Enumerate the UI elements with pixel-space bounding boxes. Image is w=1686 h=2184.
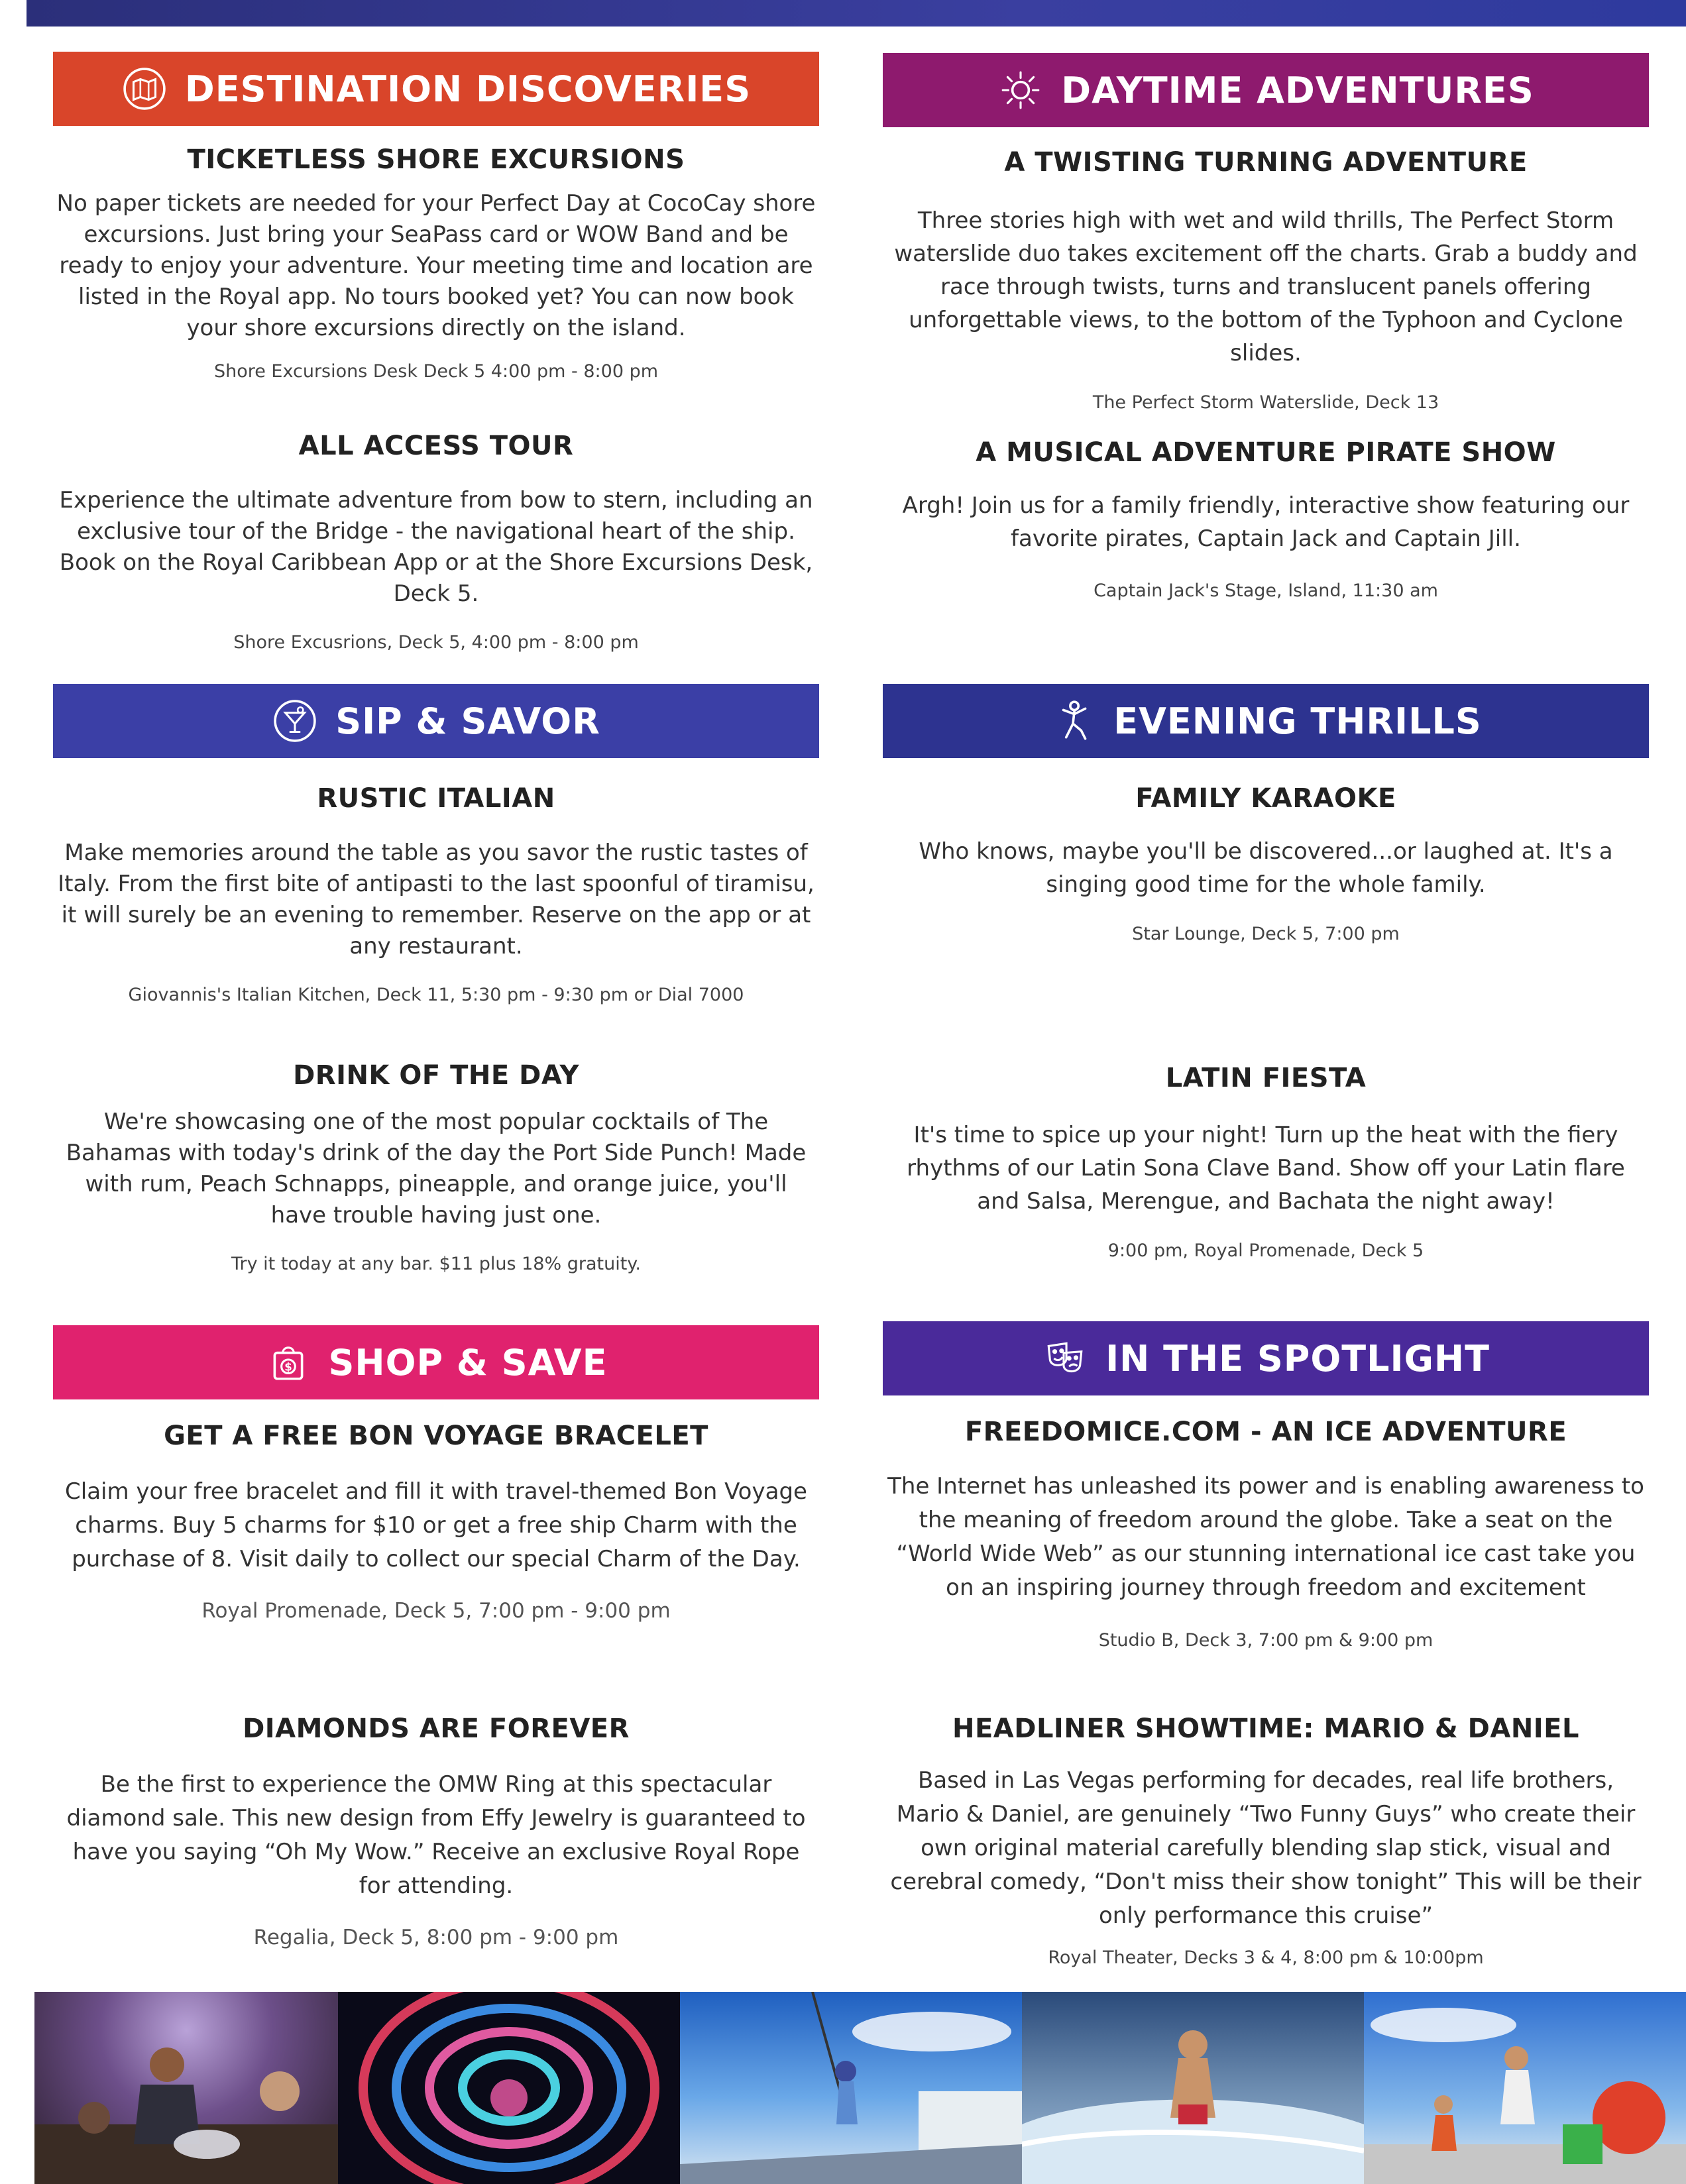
event-heading: ALL ACCESS TOUR — [298, 431, 574, 461]
section-title: IN THE SPOTLIGHT — [1105, 1337, 1490, 1380]
event-location-time: Royal Promenade, Deck 5, 7:00 pm - 9:00 pm — [201, 1599, 671, 1623]
event-description: We're showcasing one of the most popular cocktails of The Bahamas with today's drink of the day the Port Side Punch! Made with rum, Peach Schnapps, pineapple, and orange juice, you'll have trouble having just one. — [66, 1109, 807, 1228]
event-twisting-turning-adventure — [883, 147, 1649, 413]
event-heading: DIAMONDS ARE FOREVER — [243, 1714, 630, 1744]
event-description: Argh! Join us for a family friendly, interactive show featuring our favorite pirates, Captain Jack and Captain Jill. — [902, 492, 1630, 552]
event-heading: RUSTIC ITALIAN — [317, 783, 555, 814]
event-all-access-tour — [53, 431, 819, 653]
event-drink-of-the-day — [53, 1060, 819, 1274]
banner-sip-and-savor — [53, 684, 819, 758]
event-heading: HEADLINER SHOWTIME: MARIO & DANIEL — [952, 1714, 1579, 1744]
event-location-time: Shore Excursions Desk Deck 5 4:00 pm - 8:00 pm — [213, 361, 659, 382]
event-rustic-italian — [53, 783, 819, 1005]
event-heading: DRINK OF THE DAY — [293, 1060, 579, 1091]
photo-kids-splash-park — [1364, 1992, 1686, 2184]
event-location-time: Regalia, Deck 5, 8:00 pm - 9:00 pm — [253, 1926, 619, 1949]
banner-in-the-spotlight — [883, 1321, 1649, 1395]
banner-shop-and-save — [53, 1325, 819, 1399]
event-location-time: Star Lounge, Deck 5, 7:00 pm — [1132, 924, 1400, 944]
sun-icon — [997, 67, 1044, 113]
theater-masks-icon — [1042, 1335, 1088, 1382]
section-title: SHOP & SAVE — [328, 1341, 608, 1384]
map-pin-icon — [121, 66, 168, 112]
svg-text:$: $ — [284, 1360, 292, 1374]
event-description: It's time to spice up your night! Turn up the heat with the fiery rhythms of our Latin Sona Clave Band. Show off your Latin flare and Salsa, Merengue, and Bachata the night away! — [907, 1122, 1625, 1215]
event-description: Make memories around the table as you savor the rustic tastes of Italy. From the first bite of antipasti to the last spoonful of tiramisu, it will surely be an evening to remember. Reserve on the app or at any restaurant. — [58, 840, 815, 959]
event-description: Based in Las Vegas performing for decades, real life brothers, Mario & Daniel, are genuinely “Two Funny Guys” who create their own original material carefully blending slap stick, visual and cerebral comedy, “Don't miss their show tonight” This will be their only performance this cruise” — [890, 1767, 1642, 1929]
event-heading: A TWISTING TURNING ADVENTURE — [1004, 147, 1528, 178]
event-location-time: Studio B, Deck 3, 7:00 pm & 9:00 pm — [1098, 1630, 1433, 1651]
event-description: The Internet has unleashed its power and is enabling awareness to the meaning of freedom around the globe. Take a seat on the “World Wide Web” as our stunning international ice cast take you on an inspiring journey through freedom and excitement — [887, 1473, 1644, 1601]
event-ticketless-shore-excursions — [53, 144, 819, 382]
event-location-time: Captain Jack's Stage, Island, 11:30 am — [1094, 580, 1438, 601]
event-location-time: The Perfect Storm Waterslide, Deck 13 — [1092, 392, 1439, 413]
photo-bartender — [34, 1992, 338, 2184]
event-description: Be the first to experience the OMW Ring at this spectacular diamond sale. This new design from Effy Jewelry is guaranteed to have you saying “Oh My Wow.” Receive an exclusive Royal Rope for attending. — [66, 1771, 806, 1899]
photo-ripcord-skydive — [680, 1992, 1022, 2184]
event-heading: GET A FREE BON VOYAGE BRACELET — [164, 1421, 708, 1451]
event-location-time: Giovannis's Italian Kitchen, Deck 11, 5:30 pm - 9:30 pm or Dial 7000 — [128, 985, 744, 1005]
event-latin-fiesta — [883, 1063, 1649, 1261]
section-title: DESTINATION DISCOVERIES — [184, 68, 752, 110]
event-description: Who knows, maybe you'll be discovered...or laughed at. It's a singing good time for the whole family. — [919, 838, 1613, 898]
section-title: DAYTIME ADVENTURES — [1061, 69, 1534, 111]
event-freedomice-ice-adventure — [883, 1417, 1649, 1651]
event-heading: LATIN FIESTA — [1165, 1063, 1367, 1093]
cocktail-icon — [272, 698, 318, 744]
event-diamonds-are-forever — [53, 1714, 819, 1949]
banner-daytime-adventures — [883, 53, 1649, 127]
shopping-bag-icon — [265, 1339, 311, 1386]
event-heading: A MUSICAL ADVENTURE PIRATE SHOW — [976, 437, 1556, 468]
event-heading: FAMILY KARAOKE — [1135, 783, 1396, 814]
event-location-time: 9:00 pm, Royal Promenade, Deck 5 — [1107, 1240, 1424, 1261]
event-description: No paper tickets are needed for your Perfect Day at CocoCay shore excursions. Just bring your SeaPass card or WOW Band and be ready to enjoy your adventure. Your meeting time and location are listed in the Royal app. No tours booked yet? You can now book your shore excursions directly on the island. — [56, 190, 816, 341]
photo-strip — [34, 1992, 1686, 2184]
event-description: Claim your free bracelet and fill it with travel-themed Bon Voyage charms. Buy 5 charms for $10 or get a free ship Charm with the purchase of 8. Visit daily to collect our special Charm of the Day. — [65, 1478, 807, 1572]
banner-evening-thrills — [883, 684, 1649, 758]
event-location-time: Shore Excusrions, Deck 5, 4:00 pm - 8:00 pm — [233, 632, 639, 653]
event-family-karaoke — [883, 783, 1649, 944]
event-heading: TICKETLESS SHORE EXCURSIONS — [187, 144, 685, 175]
section-title: EVENING THRILLS — [1113, 700, 1482, 742]
event-location-time: Royal Theater, Decks 3 & 4, 8:00 pm & 10:00pm — [1048, 1947, 1484, 1968]
event-description: Experience the ultimate adventure from bow to stern, including an exclusive tour of the Bridge - the navigational heart of the ship. Book on the Royal Caribbean App or at the Shore Excursions Desk, Deck 5. — [59, 487, 813, 607]
banner-destination-discoveries — [53, 52, 819, 126]
event-location-time: Try it today at any bar. $11 plus 18% gratuity. — [231, 1254, 641, 1274]
event-headliner-mario-daniel — [883, 1714, 1649, 1968]
left-column — [53, 0, 819, 1988]
event-musical-adventure-pirate-show — [883, 437, 1649, 601]
photo-flowrider — [1022, 1992, 1364, 2184]
photo-waterslide — [338, 1992, 680, 2184]
event-description: Three stories high with wet and wild thrills, The Perfect Storm waterslide duo takes excitement off the charts. Grab a buddy and race through twists, turns and translucent panels offering unforgettable views, to the bottom of the Typhoon and Cyclone slides. — [894, 207, 1638, 366]
section-title: SIP & SAVOR — [335, 700, 600, 742]
dancing-person-icon — [1050, 698, 1096, 744]
right-column — [883, 0, 1649, 1988]
event-heading: FREEDOMICE.COM - AN ICE ADVENTURE — [964, 1417, 1567, 1447]
event-free-bon-voyage-bracelet — [53, 1421, 819, 1623]
